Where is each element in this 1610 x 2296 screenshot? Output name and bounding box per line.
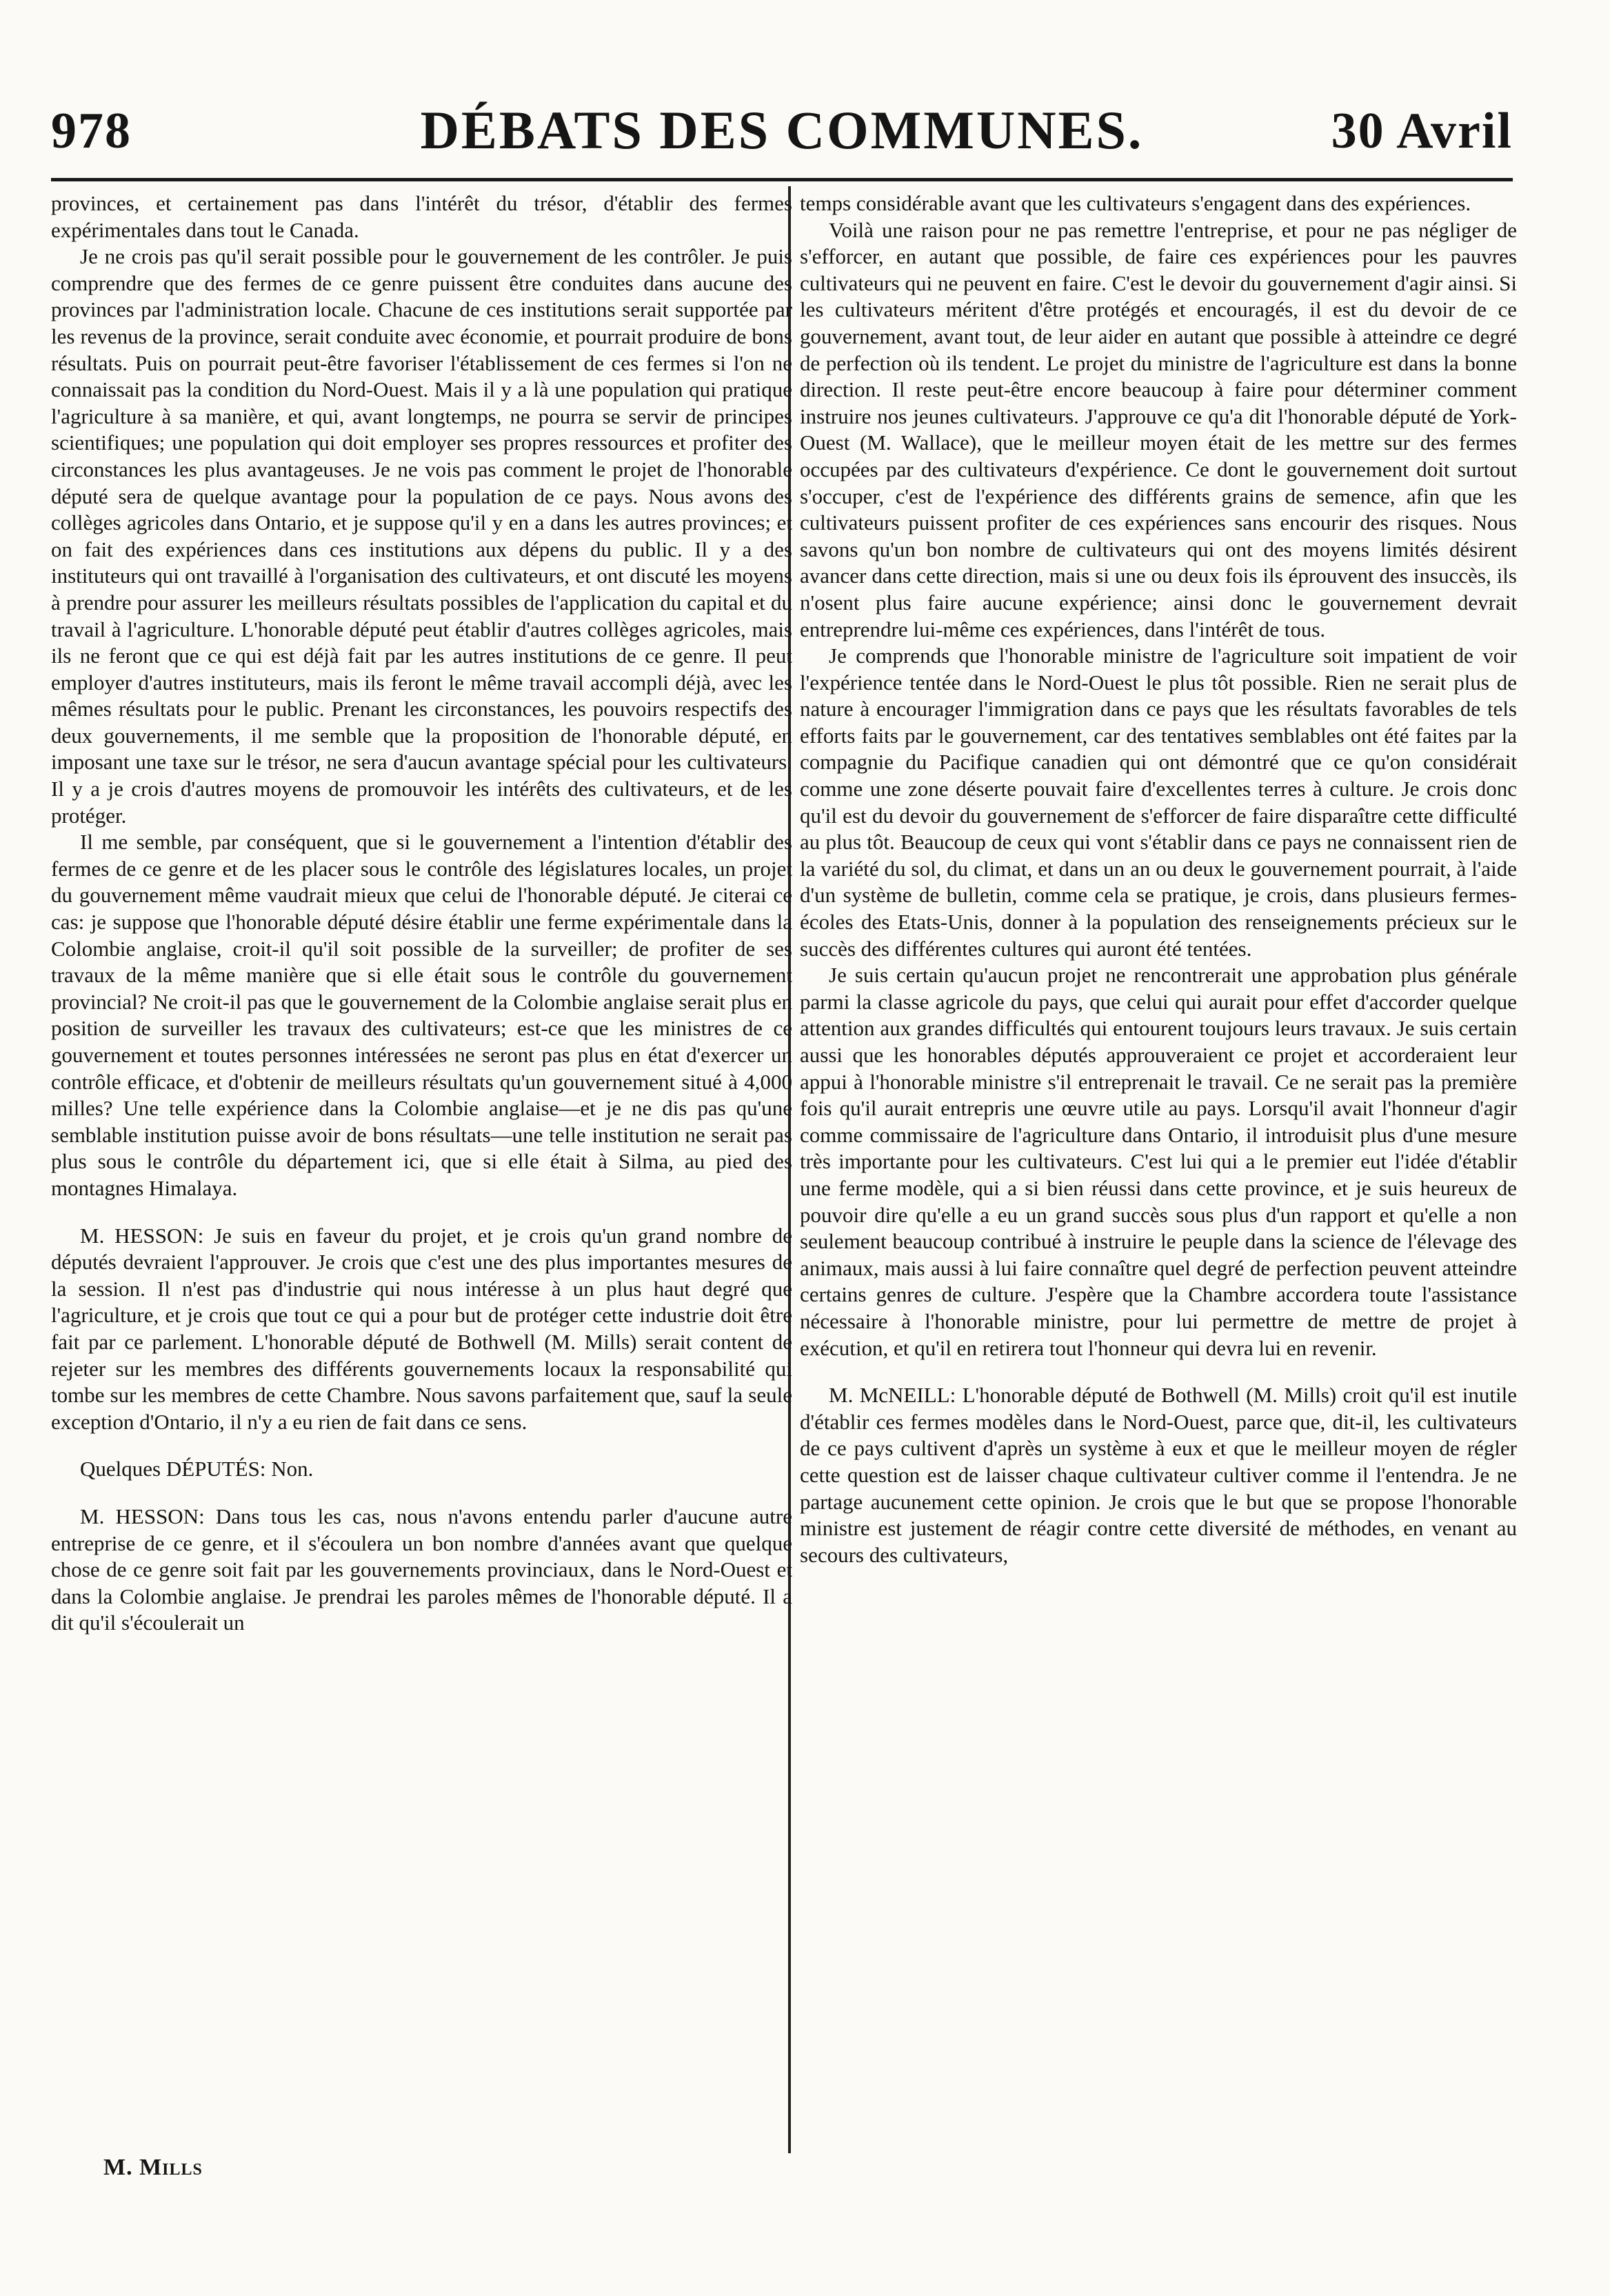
paragraph: M. HESSON: Je suis en faveur du projet, et je crois qu'un grand nombre de députés devraient l'approuver. Je crois que c'est une des plus importantes mesures de la session. Il n'est pas d'industrie qui nous intéresse à un plus haut degré que l'agriculture, et je crois que tout ce qui a pour but de protéger cette industrie doit être fait par ce parlement. L'honorable député de Bothwell (M. Mills) serait content de rejeter sur les membres des différents gouvernements locaux la responsabilité qui tombe sur les membres de cette Chambre. Nous savons parfaitement que, sauf la seule exception d'Ontario, il n'y a eu rien de fait dans ce sens. (51, 1223, 792, 1434)
paragraph: temps considérable avant que les cultivateurs s'engagent dans des expériences. (800, 191, 1471, 215)
paragraph: Voilà une raison pour ne pas remettre l'entreprise, et pour ne pas négliger de s'efforcer, en autant que possible, de faire ces expériences pour les pauvres cultivateurs qui ne peuvent en faire. C'est le devoir du gouvernement d'agir ainsi. Si les cultivateurs méritent d'être protégés et encouragés, il est du devoir de ce gouvernement, avant tout, de leur aider en autant que possible à atteindre ce degré de perfection où ils tendent. Le projet du ministre de l'agriculture est dans la bonne direction. Il reste peut-être encore beaucoup à faire pour déterminer comment instruire nos jeunes cultivateurs. J'approuve ce qu'a dit l'honorable député de York-Ouest (M. Wallace), que le meilleur moyen était de les mettre sur des fermes occupées par des cultivateurs d'expérience. Ce dont le gouvernement doit surtout s'occuper, c'est de l'expérience des différents grains de semence, afin que les cultivateurs puissent profiter de ces expériences sans encourir des risques. Nous savons qu'un bon nombre de cultivateurs qui ont des moyens limités désirent avancer dans cette direction, mais si une ou deux fois ils éprouvent des insuccès, ils n'osent plus faire aucune expérience; ainsi donc le gouvernement devrait entreprendre lui-même ces expériences, dans l'intérêt de tous. (800, 217, 1517, 641)
page-title: DÉBATS DES COMMUNES. (420, 100, 1144, 160)
left-column (51, 190, 792, 1637)
paragraph: Il me semble, par conséquent, que si le gouvernement a l'intention d'établir des fermes de ce genre et de les placer sous le contrôle des législatures locales, un projet du gouvernement même vaudrait mieux que celui de l'honorable député. Je citerai ce cas: je suppose que l'honorable député désire établir une ferme expérimentale dans la Colombie anglaise, croit-il qu'il soit possible de la surveiller; de profiter de ses travaux de la même manière que si elle était sous le contrôle du gouvernement provincial? Ne croit-il pas que le gouvernement de la Colombie anglaise serait plus en position de surveiller les travaux des cultivateurs; est-ce que les ministres de ce gouvernement et toutes personnes intéressées ne seront pas plus en état d'exercer un contrôle efficace, et d'obtenir de meilleurs résultats qu'un gouvernement situé à 4,000 milles? Une telle expérience dans la Colombie anglaise—et je ne dis pas qu'une semblable institution puisse avoir de bons résultats—une telle institution ne serait pas plus sous le contrôle du département ici, que si elle était à Silma, au pied des montagnes Himalaya. (51, 830, 792, 1200)
paragraph: M. HESSON: Dans tous les cas, nous n'avons entendu parler d'aucune autre entreprise de ce genre, et il s'écoulera un bon nombre d'années avant que quelque chose de ce genre soit fait par les gouvernements provinciaux, dans le Nord-Ouest et dans la Colombie anglaise. Je prendrai les paroles mêmes de l'honorable député. Il a dit qu'il s'écoulerait un (51, 1504, 792, 1635)
paragraph: Quelques DÉPUTÉS: Non. (80, 1457, 314, 1481)
header-rule (51, 178, 1513, 181)
paragraph: M. McNEILL: L'honorable député de Bothwell (M. Mills) croit qu'il est inutile d'établir ces fermes modèles dans le Nord-Ouest, parce que, dit-il, les cultivateurs de ce pays cultivent d'après un système à eux et que le meilleur moyen de régler cette question est de laisser chaque cultivateur cultiver comme il l'entendra. Je ne partage aucunement cette opinion. Je crois que le but que se propose l'honorable ministre est justement de réagir contre cette diversité de méthodes, en venant au secours des cultivateurs, (800, 1383, 1517, 1567)
page-number: 978 (51, 103, 132, 159)
paragraph: Je comprends que l'honorable ministre de l'agriculture soit impatient de voir l'expérience tentée dans le Nord-Ouest le plus tôt possible. Rien ne serait plus de nature à encourager l'immigration dans ce pays que les résultats favorables de tels efforts faits par le gouvernement, car des tentatives semblables ont été faites par la compagnie du Pacifique canadien qui ont démontré que ce qu'on considérait comme une zone déserte pouvait faire d'excellentes terres à culture. Je crois donc qu'il est du devoir du gouvernement de s'efforcer de faire disparaître cette difficulté au plus tôt. Beaucoup de ceux qui vont s'établir dans ce pays ne connaissent rien de la variété du sol, du climat, et dans un an ou deux le gouvernement pourrait, à l'aide d'un système de bulletin, comme cela se pratique, je crois, dans plusieurs fermes-écoles des Etats-Unis, donner à la population des renseignements précieux sur le succès des différentes cultures qui auront été tentées. (800, 643, 1517, 961)
paragraph: Je ne crois pas qu'il serait possible pour le gouvernement de les contrôler. Je puis comprendre que des fermes de ce genre puissent être conduites dans aucune des provinces par l'administration locale. Chacune de ces institutions serait supportée par les revenus de la province, serait conduite avec économie, et pourrait produire de bons résultats. Puis on pourrait peut-être favoriser l'établissement de ces fermes si l'on ne connaissait pas la condition du Nord-Ouest. Mais il y a là une population qui pratique l'agriculture à sa manière, et qui, avant longtemps, ne pourra se servir de principes scientifiques; une population qui doit employer ses propres ressources et profiter des circonstances les plus avantageuses. Je ne vois pas comment le projet de l'honorable député sera de quelque avantage pour la population de ce pays. Nous avons des collèges agricoles dans Ontario, et je suppose qu'il y en a dans les autres provinces; et on fait des expériences dans ces institutions aux dépens du public. Il y a des instituteurs qui ont travaillé à l'organisation des cultivateurs, et ont discuté les moyens à prendre pour assurer les meilleurs résultats possibles de l'application du capital et du travail à l'agriculture. L'honorable député peut établir d'autres collèges agricoles, mais ils ne feront que ce qui est déjà fait par les autres institutions de ce genre. Il peut employer d'autres instituteurs, mais ils feront le même travail accompli déjà, avec les mêmes résultats pour le public. Prenant les circonstances, les pouvoirs respectifs des deux gouvernements, il me semble que la proposition de l'honorable député, en imposant une taxe sur le trésor, ne sera d'aucun avantage spécial pour les cultivateurs. Il y a je crois d'autres moyens de promouvoir les intérêts des cultivateurs, et de les protéger. (51, 244, 792, 828)
paragraph: Je suis certain qu'aucun projet ne rencontrerait une approbation plus générale parmi la classe agricole du pays, que celui qui aurait pour effet d'accorder quelque attention aux grandes difficultés qui entourent toujours leurs travaux. Je suis certain aussi que les honorables députés approuveraient ce projet et accorderaient leur appui à l'honorable ministre s'il entreprenait le travail. Ce ne serait pas la première fois qu'il aurait entrepris une œuvre utile au pays. Lorsqu'il avait l'honneur d'agir comme commissaire de l'agriculture dans Ontario, il introduisit plus d'une mesure très importante pour les cultivateurs. C'est lui qui a le premier eut l'idée d'établir une ferme modèle, qui a si bien réussi dans cette province, et je suis heureux de pouvoir dire qu'elle a eu un grand succès sous plus d'un rapport et qu'elle a non seulement beaucoup contribué à instruire le peuple dans la science de l'élevage des animaux, mais aussi à lui faire connaître quel degré de perfection peuvent atteindre certains genres de culture. J'espère que la Chambre accordera toute l'assistance nécessaire à l'honorable ministre, pour lui permettre de mettre de projet à exécution, et qu'il en retirera tout l'honneur qui devra lui en revenir. (800, 963, 1517, 1360)
right-column (800, 190, 1517, 1568)
page-date: 30 Avril (1331, 103, 1513, 159)
page-header (51, 90, 1513, 159)
footer-signature: M. Mills (103, 2155, 203, 2180)
paragraph: provinces, et certainement pas dans l'intérêt du trésor, d'établir des fermes expérimentales dans tout le Canada. (51, 191, 792, 242)
